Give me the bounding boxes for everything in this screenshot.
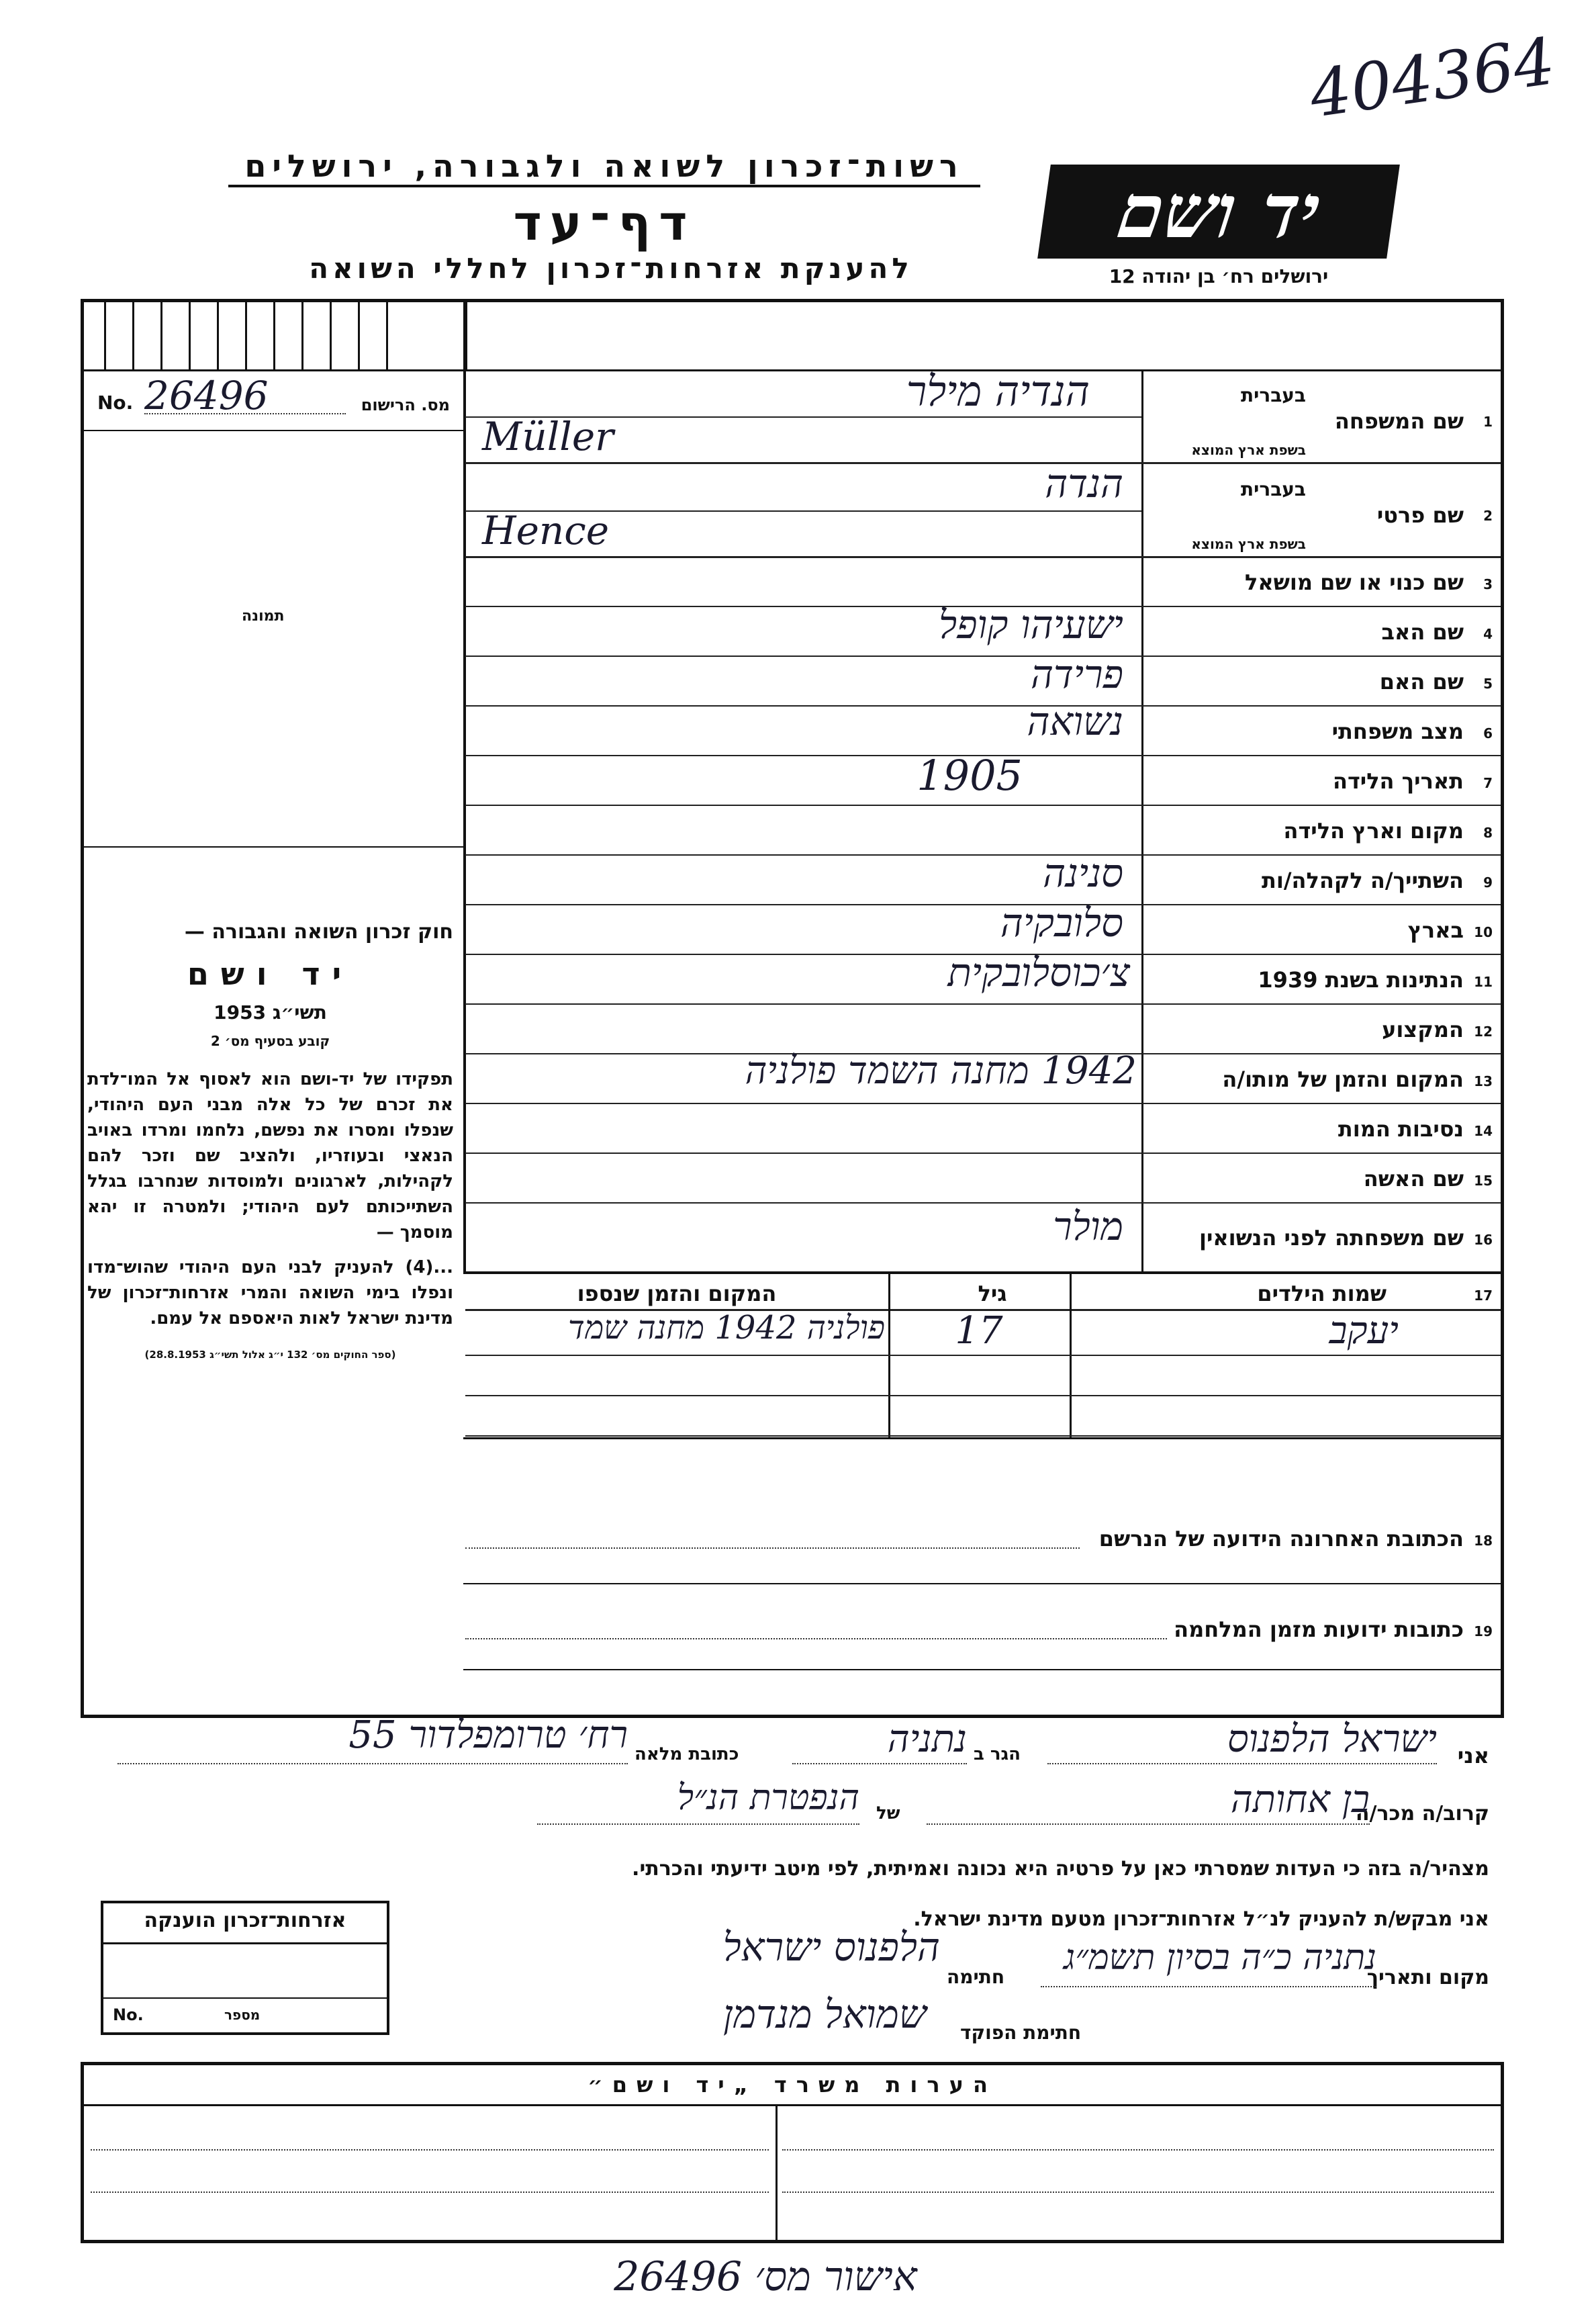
resides-label: הגר ב (974, 1744, 1021, 1764)
law-title: חוק זכרון השואה והגבורה — (184, 920, 453, 944)
law-section: קובע בסעיף מס׳ 2 (210, 1033, 330, 1049)
field-label: מקום וארץ הלידה (1283, 818, 1464, 844)
field-label: השתייך/ה לקהלה/ות (1261, 868, 1464, 893)
field-native-value: Hence (482, 508, 610, 553)
field-number: 13 (1474, 1073, 1493, 1089)
photo-label: תמונה (242, 608, 285, 625)
field-label: שם האם (1379, 669, 1464, 694)
field-row-1 (465, 369, 1501, 463)
field-label: תאריך הלידה (1332, 768, 1464, 794)
award-box (101, 1901, 389, 2035)
registration-number (94, 373, 457, 426)
field-value: ישעיהו קופל (939, 602, 1123, 647)
field-number: 4 (1483, 626, 1493, 642)
field-number: 17 (1474, 1287, 1493, 1304)
official-signature: שמואל מנדמן (723, 1991, 927, 2037)
relation-of-label: של (876, 1803, 900, 1823)
relation-of-value: הנפטרת הנ״ל (677, 1778, 859, 1818)
award-title: אזרחות־זכרון הוענקה (144, 1909, 346, 1932)
children-col-age: גיל (978, 1281, 1007, 1306)
header-underline (228, 185, 980, 187)
place-date-value: נתניה כ״ה בסיון תשמ״ג (1064, 1938, 1376, 1978)
field-number: 12 (1474, 1024, 1493, 1040)
field-label: הכתובת האחרונה הידועה של הנרשם (1098, 1526, 1464, 1551)
archive-number: 404364 (1305, 24, 1560, 132)
yad-vashem-logo: יד ושם (1037, 165, 1400, 259)
relation-label: קרוב/ה מכר/ה (1355, 1802, 1489, 1825)
statement-truth: מצהיר/ה בזה כי העדות שמסרתי כאן על פרטיה היא נכונה ואמיתית, לפי מיטב ידיעתי והכרתי. (632, 1857, 1489, 1881)
field-value: הנדיה מילר (906, 367, 1090, 416)
field-number: 18 (1474, 1533, 1493, 1549)
institution-name: רשות־זכרון לשואה ולגבורה, ירושלים (244, 148, 964, 184)
official-signature-label: חתימת הפוקד (960, 2022, 1082, 2044)
field-value: הנדה (1045, 461, 1123, 506)
field-label: שם פרטי (1376, 502, 1464, 528)
child-name: יעקב (1329, 1309, 1399, 1353)
signature-label: חתימה (947, 1966, 1005, 1988)
field-row-13 (465, 1049, 1501, 1104)
children-table (465, 1271, 1501, 1437)
statement-request: אני מבקש/ת להעניק לנ״ל אזרחות־זכרון מטעם מדינת ישראל. (913, 1907, 1489, 1931)
field-number: 3 (1483, 576, 1493, 592)
field-number: 7 (1483, 775, 1493, 791)
field-label: נסיבות המות (1337, 1116, 1464, 1142)
field-value: פרידה (1030, 651, 1123, 697)
place-date-label: מקום ותאריך (1366, 1966, 1489, 1989)
declarant-signature: הלפנוס ישראל (722, 1924, 940, 1970)
field-row-19 (465, 1609, 1501, 1649)
field-row-18 (465, 1518, 1501, 1558)
child-place: פולניה 1942 מחנה שמד (568, 1309, 885, 1347)
declarant-city: נתניה (887, 1717, 967, 1761)
children-bottom-line (463, 1437, 1504, 1439)
form-subtitle: להענקת אזרחות־זכרון לחללי השואה (309, 252, 913, 285)
field-label: שם משפחתה לפני הנשואין (1199, 1225, 1464, 1251)
row-19-line (463, 1669, 1504, 1670)
field-row-3 (465, 557, 1501, 607)
form-title: דף־עד (513, 195, 696, 251)
field-value: 1942 מחנה השמד פולניה (745, 1049, 1137, 1093)
office-notes-title: הערות משרד „יד ושם״ (588, 2072, 997, 2097)
field-number: 15 (1474, 1173, 1493, 1189)
field-label: שם האב (1381, 619, 1464, 645)
field-row-7 (465, 751, 1501, 806)
child-row (465, 1309, 1501, 1355)
registration-divider (81, 430, 463, 431)
field-label: המקצוע (1382, 1017, 1464, 1042)
children-col-place: המקום והזמן שנספו (577, 1281, 777, 1306)
field-label: שם המשפחה (1334, 408, 1464, 434)
law-sidebar (87, 920, 453, 1361)
field-row-15 (465, 1154, 1501, 1204)
declarant-ani-label: אני (1457, 1743, 1489, 1768)
field-hebrew-tag: בעברית (1240, 478, 1306, 500)
field-label: שם האשה (1363, 1166, 1464, 1191)
field-row-2 (465, 463, 1501, 557)
field-label: שם כנוי או שם מושאל (1244, 570, 1464, 595)
children-col-names: שמות הילדים (1257, 1281, 1387, 1306)
field-row-4 (465, 602, 1501, 657)
field-native-value: Müller (482, 414, 614, 459)
field-value: מולר (1053, 1204, 1123, 1249)
top-code-row (84, 302, 1501, 369)
field-number: 14 (1474, 1123, 1493, 1139)
field-value: 1905 (917, 751, 1023, 800)
declarant-name: ישראל הלפנוס (1227, 1717, 1437, 1761)
child-age: 17 (955, 1309, 1003, 1353)
field-hebrew-tag: בעברית (1240, 384, 1306, 406)
field-row-9 (465, 850, 1501, 905)
law-year: תשי״ג 1953 (214, 1001, 327, 1024)
field-value: נשואה (1027, 698, 1123, 744)
field-row-6 (465, 698, 1501, 756)
field-number: 5 (1483, 676, 1493, 692)
field-number: 6 (1483, 725, 1493, 741)
field-number: 16 (1474, 1232, 1493, 1248)
field-native-tag: בשפת ארץ המוצא (1191, 442, 1306, 458)
registration-no-prefix: No. (97, 392, 134, 414)
law-citation: (ספר החוקים מס׳ 132 י״ג אלול תשי״ג 28.8.1953) (144, 1349, 396, 1361)
approval-note: אישור מס׳ 26496 (614, 2253, 917, 2300)
field-label: בארץ (1407, 917, 1464, 943)
field-number: 9 (1483, 874, 1493, 891)
field-row-16 (465, 1204, 1501, 1271)
declarant-address: רח׳ טרומפלדור 55 (348, 1713, 628, 1757)
field-label: כתובות ידועות מזמן המלחמה (1174, 1617, 1464, 1642)
award-number-label: מספר (224, 2007, 261, 2023)
field-value: צ׳כוסלובקית (947, 950, 1130, 995)
field-number: 8 (1483, 825, 1493, 841)
address-label: כתובת מלאה (635, 1744, 739, 1764)
relation-value: בן אחותה (1230, 1778, 1370, 1821)
field-row-11 (465, 950, 1501, 1005)
field-number: 1 (1483, 414, 1493, 430)
field-value: סנינה (1043, 850, 1123, 896)
field-native-tag: בשפת ארץ המוצא (1191, 536, 1306, 552)
law-paragraph-1: תפקידו של יד-ושם הוא לאסוף אל המו־לדת את זכרם של כל אלה מבני העם היהודי, שנפלו ומסרו את נפשם, נלחמו ומרדו באויב הנאצי ובעוזריו, ולהציב שם וזכר להם לקהילות, לארגונים ולמוסדות שנחרבו בגלל השתייכותם לעם היהודי; ולמטרה זו יהא מוסמך — (87, 1069, 453, 1242)
personal-details-section (465, 369, 1501, 1271)
law-name: יד ושם (187, 956, 354, 992)
award-no-prefix: No. (113, 2005, 144, 2024)
field-number: 11 (1474, 974, 1493, 990)
field-row-8 (465, 806, 1501, 856)
field-number: 2 (1483, 508, 1493, 524)
logo-address: ירושלים רח׳ בן יהודה 12 (1109, 265, 1329, 287)
field-number: 10 (1474, 924, 1493, 940)
field-row-14 (465, 1104, 1501, 1154)
field-label: הנתינות בשנת 1939 (1258, 967, 1464, 993)
law-paragraph-2: ...(4) להעניק לבני העם היהודי שהוש־מדו ונפלו בימי השואה והמרי אזרחות־זכרון של מדינת ישראל לאות היאספם אל עמם. (87, 1257, 453, 1328)
field-number: 19 (1474, 1623, 1493, 1639)
registration-label: מס. הרישום (361, 396, 450, 414)
row-18-line (463, 1583, 1504, 1584)
field-row-12 (465, 1005, 1501, 1054)
field-row-10 (465, 900, 1501, 955)
field-label: המקום והזמן של מותו/ה (1222, 1067, 1464, 1092)
registration-number-value: 26496 (144, 373, 269, 418)
field-value: סלובקיה (1000, 900, 1123, 946)
field-label: מצב משפחתי (1331, 719, 1464, 744)
photo-area-bottom (81, 846, 463, 848)
office-notes-box (81, 2062, 1504, 2243)
